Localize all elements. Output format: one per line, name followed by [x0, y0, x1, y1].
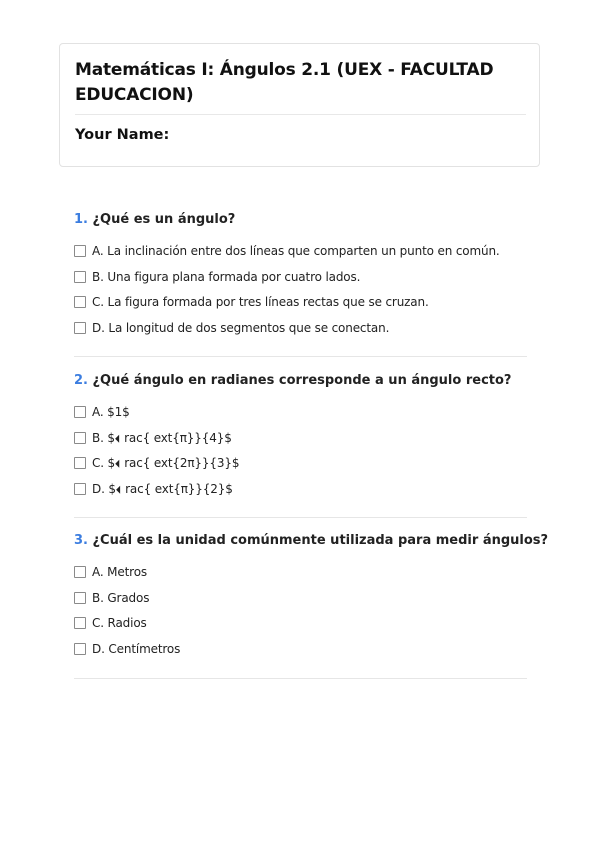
question-3: [74, 532, 549, 666]
header-divider: [75, 114, 526, 115]
checkbox[interactable]: [74, 592, 86, 604]
options-list: [74, 403, 527, 498]
checkbox[interactable]: [74, 483, 86, 495]
option-label: B. Grados: [92, 590, 150, 605]
option-label: B. Una figura plana formada por cuatro lados.: [92, 269, 361, 284]
option-label: D. La longitud de dos segmentos que se conectan.: [92, 321, 390, 336]
option-c[interactable]: [74, 614, 527, 632]
checkbox[interactable]: [74, 643, 86, 655]
question-text: ¿Qué ángulo en radianes corresponde a un ángulo recto?: [92, 373, 512, 388]
option-d[interactable]: [74, 640, 527, 658]
checkbox[interactable]: [74, 457, 86, 469]
checkbox[interactable]: [74, 432, 86, 444]
option-a[interactable]: [74, 563, 527, 581]
option-label: D. Centímetros: [92, 642, 181, 657]
option-label: A. Metros: [92, 565, 147, 579]
question-number: 2.: [74, 373, 88, 388]
question-1: [74, 211, 527, 345]
worksheet-header: [59, 43, 540, 167]
option-c[interactable]: [74, 293, 527, 311]
option-b[interactable]: [74, 429, 527, 447]
option-label: D. $ rac{ ext{π}}{2}$: [92, 482, 233, 497]
option-label: A. $1$: [92, 405, 130, 419]
option-label: B. $ rac{ ext{π}}{4}$: [92, 430, 232, 445]
name-label: Your Name:: [75, 127, 170, 143]
question-number: 3.: [74, 533, 88, 548]
checkbox[interactable]: [74, 322, 86, 334]
checkbox[interactable]: [74, 566, 86, 578]
option-label: A. La inclinación entre dos líneas que comparten un punto en común.: [92, 244, 500, 258]
question-divider: [74, 517, 527, 518]
checkbox[interactable]: [74, 245, 86, 257]
page-title: Matemáticas I: Ángulos 2.1 (UEX - FACULTAD EDUCACION): [75, 60, 494, 105]
question-text: ¿Cuál es la unidad comúnmente utilizada para medir ángulos?: [92, 533, 549, 548]
option-label: C. Radios: [92, 616, 147, 631]
option-d[interactable]: [74, 480, 527, 498]
checkbox[interactable]: [74, 406, 86, 418]
option-b[interactable]: [74, 268, 527, 286]
options-list: [74, 242, 527, 337]
checkbox[interactable]: [74, 271, 86, 283]
checkbox[interactable]: [74, 296, 86, 308]
question-text: ¿Qué es un ángulo?: [92, 212, 236, 227]
question-number: 1.: [74, 212, 88, 227]
option-a[interactable]: [74, 403, 527, 421]
option-b[interactable]: [74, 589, 527, 607]
option-d[interactable]: [74, 319, 527, 337]
question-2: [74, 372, 527, 506]
option-a[interactable]: [74, 242, 527, 260]
options-list: [74, 563, 527, 658]
question-title: [74, 211, 527, 229]
option-c[interactable]: [74, 454, 527, 472]
option-label: C. La figura formada por tres líneas rectas que se cruzan.: [92, 295, 429, 310]
question-divider: [74, 678, 527, 679]
question-divider: [74, 356, 527, 357]
question-title: [74, 532, 549, 550]
question-title: [74, 372, 527, 390]
option-label: C. $ rac{ ext{2π}}{3}$: [92, 456, 240, 471]
checkbox[interactable]: [74, 617, 86, 629]
